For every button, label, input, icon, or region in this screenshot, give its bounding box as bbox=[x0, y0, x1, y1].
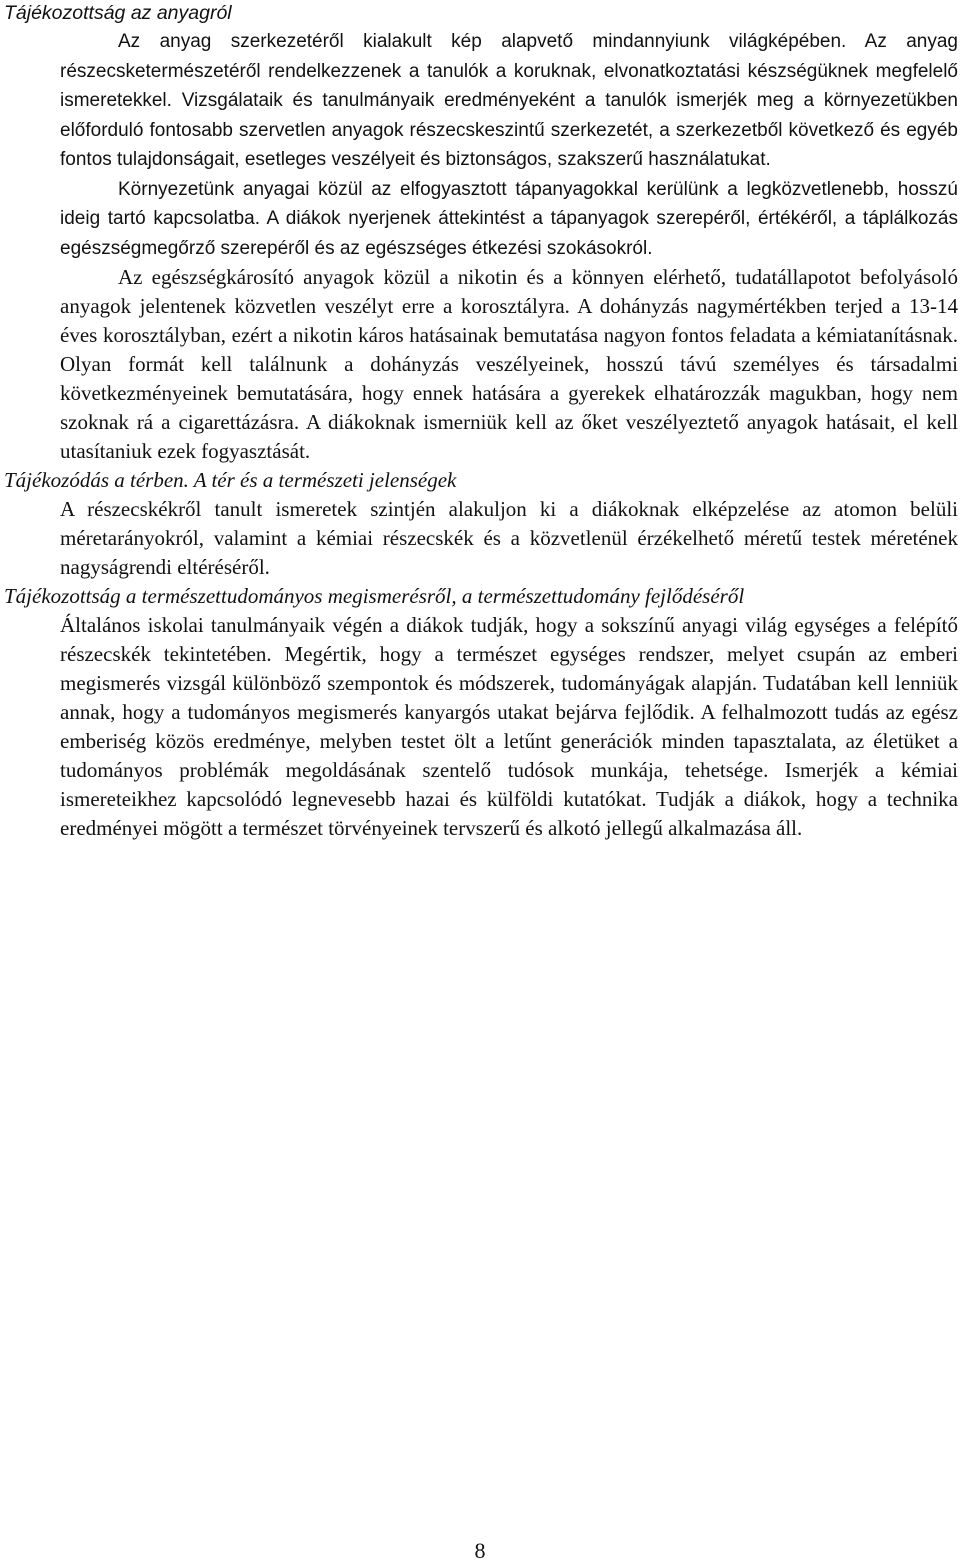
paragraph-reszecskek: A részecskékről tanult ismeretek szintjén alakuljon ki a diákoknak elképzelése az atomon belüli méretarányokról, valamint a kémiai részecskék és a közvetlenül érzékelhető méretű testek méretének nagyságrendi eltéréséről. bbox=[60, 497, 958, 579]
section-heading-anyag: Tájékozottság az anyagról bbox=[4, 2, 232, 24]
paragraph-egeszsegkarosito: Az egészségkárosító anyagok közül a nikotin és a könnyen elérhető, tudatállapotot befolyásoló anyagok jelentenek közvetlen veszélyt erre a korosztályra. A dohányzás nagymértékben terjed a 13-14 éves korosztályban, ezért a nikotin káros hatásainak bemutatása nagyon fontos feladata a kémiatanításnak. Olyan formát kell találnunk a dohányzás veszélyeinek, hosszú távú személyes és társadalmi következményeinek bemutatására, hogy ennek hatására a gyerekek elhatározzák magukban, hogy nem szoknak rá a cigarettázásra. A diákoknak ismerniük kell az őket veszélyeztető anyagok hatásait, el kell utasítaniuk ezek fogyasztását. bbox=[60, 265, 958, 463]
paragraph-anyag-szerkezet: Az anyag szerkezetéről kialakult kép alapvető mindannyiunk világképében. Az anyag részecsketermészetéről rendelkezzenek a tanulók a koruknak, elvonatkoztatási készségüknek megfelelő ismeretekkel. Vizsgálataik és tanulmányaik eredményeként a tanulók ismerjék meg a környezetükben előforduló fontosabb szervetlen anyagok részecskeszintű szerkezetét, a szerkezetből következő és egyéb fontos tulajdonságait, esetleges veszélyeit és biztonságos, szakszerű használatukat. bbox=[60, 31, 958, 170]
section-body-egeszseg bbox=[60, 263, 958, 466]
section-body-anyag bbox=[60, 27, 958, 263]
section-body-ter bbox=[60, 495, 958, 582]
section-heading-megismeres: Tájékozottság a természettudományos megismerésről, a természettudomány fejlődéséről bbox=[4, 584, 745, 608]
page-number: 8 bbox=[474, 1538, 486, 1563]
paragraph-tapanyagok: Környezetünk anyagai közül az elfogyasztott tápanyagokkal kerülünk a legközvetlenebb, hosszú ideig tartó kapcsolatba. A diákok nyerjenek áttekintést a tápanyagok szerepéről, értékéről, a táplálkozás egészségmegőrző szerepéről és az egészséges étkezési szokásokról. bbox=[60, 178, 958, 259]
section-heading-ter: Tájékozódás a térben. A tér és a természeti jelenségek bbox=[4, 468, 457, 492]
section-body-megismeres bbox=[60, 611, 958, 843]
paragraph-altalanos-iskolai: Általános iskolai tanulmányaik végén a diákok tudják, hogy a sokszínű anyagi világ egységes a felépítő részecskék tekintetében. Megértik, hogy a természet egységes rendszer, melyet csupán az emberi megismerés vizsgál különböző szempontok és módszerek, tudományágak alapján. Tudatában kell lenniük annak, hogy a tudományos megismerés kanyargós utakat bejárva fejlődik. A felhalmozott tudás az egész emberiség közös eredménye, melyben testet ölt a letűnt generációk minden tapasztalata, az életüket a tudományos problémák megoldásának szentelő tudósok munkája, tehetsége. Ismerjék a kémiai ismereteikhez kapcsolódó legnevesebb hazai és külföldi kutatókat. Tudják a diákok, hogy a technika eredményei mögött a természet törvényeinek tervszerű és alkotó jellegű alkalmazása áll. bbox=[60, 613, 958, 840]
